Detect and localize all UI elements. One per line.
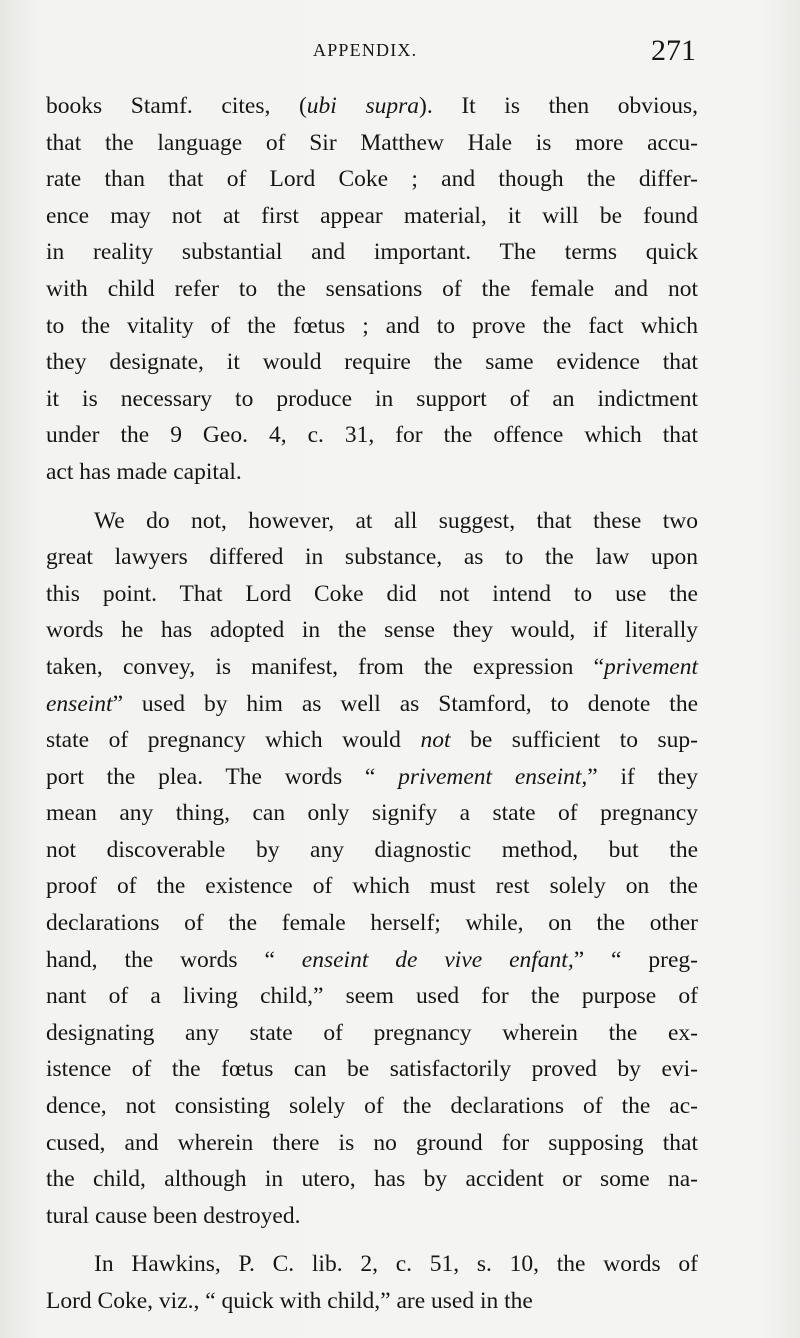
italic-text: enseint de vive enfant, [301,946,574,973]
text-line [46,686,698,723]
text-segment: istence of the fœtus can be satisfactorily proved by evi- [46,1056,698,1083]
text-line [46,503,698,540]
text-segment: state of pregnancy which would [46,727,421,754]
text-line [46,759,698,796]
page-number: 271 [651,34,696,67]
text-segment: ” used by him as well as Stamford, to denote the [112,690,698,717]
text-segment: it is necessary to produce in support of an indictment [46,385,698,412]
italic-text: not [420,727,451,754]
body-text [46,88,698,1320]
text-segment: in reality substantial and important. The terms quick [46,239,698,266]
text-line [46,1088,698,1125]
paragraph-gap [46,1234,698,1246]
text-segment: tural cause been destroyed. [46,1202,301,1229]
text-segment: In Hawkins, P. C. lib. 2, c. 51, s. 10, the words of [94,1251,698,1278]
text-line [46,454,698,491]
text-segment: be sufficient to sup- [450,727,698,754]
text-segment: dence, not consisting solely of the declarations of the ac- [46,1093,698,1120]
text-segment: designating any state of pregnancy wherein the ex- [46,1019,698,1046]
text-line [46,576,698,613]
paragraph [46,503,698,1235]
text-line [46,344,698,381]
text-segment: nant of a living child,” seem used for the purpose of [46,983,698,1010]
text-line [46,1161,698,1198]
text-line [46,1283,698,1320]
text-segment: that the language of Sir Matthew Hale is more accu- [46,129,698,156]
text-line [46,978,698,1015]
text-line [46,795,698,832]
text-segment: they designate, it would require the same evidence that [46,349,698,376]
text-line [46,198,698,235]
text-line [46,539,698,576]
text-segment: this point. That Lord Coke did not intend to use the [46,580,698,607]
text-segment: hand, the words “ [46,946,302,973]
text-segment: We do not, however, at all suggest, that these two [94,507,698,534]
text-segment: books Stamf. cites, ( [46,93,307,119]
paragraph [46,88,698,491]
text-segment: proof of the existence of which must rest solely on the [46,873,698,900]
text-line [46,234,698,271]
text-segment: declarations of the female herself; while, on the other [46,910,698,937]
text-line [46,1125,698,1162]
text-line [46,271,698,308]
text-line [46,88,698,125]
text-segment: the child, although in utero, has by accident or some na- [46,1166,698,1193]
text-segment: not discoverable by any diagnostic method, but the [46,836,698,863]
text-segment: ). It is then obvious, [419,93,698,119]
text-line [46,308,698,345]
page-header [46,34,698,74]
text-segment: words he has adopted in the sense they would, if literally [46,617,698,644]
italic-text: enseint [46,690,113,717]
text-line [46,1015,698,1052]
text-line [46,125,698,162]
text-line [46,832,698,869]
text-segment: ence may not at first appear material, it will be found [46,202,698,229]
text-line [46,1198,698,1235]
text-segment: Lord Coke, viz., “ quick with child,” are used in the [46,1288,533,1314]
text-line [46,417,698,454]
text-segment: taken, convey, is manifest, from the expression “ [46,653,605,680]
text-segment: ” “ preg- [573,946,698,973]
text-segment: act has made capital. [46,458,242,485]
text-segment: port the plea. The words “ [46,763,399,790]
text-line [46,1246,698,1283]
text-line [46,649,698,686]
text-segment: with child refer to the sensations of the female and not [46,275,698,302]
text-line [46,1051,698,1088]
text-segment: mean any thing, can only signify a state of pregnancy [46,800,698,827]
text-segment: ” if they [587,763,699,790]
text-segment: cused, and wherein there is no ground for supposing that [46,1129,698,1156]
italic-text: privement enseint, [398,763,588,790]
text-segment: rate than that of Lord Coke ; and though the differ- [46,166,698,193]
text-line [46,381,698,418]
text-segment: under the 9 Geo. 4, c. 31, for the offence which that [46,422,698,449]
running-head: APPENDIX. [313,40,418,60]
text-line [46,722,698,759]
text-line [46,612,698,649]
text-line [46,868,698,905]
text-line [46,905,698,942]
text-segment: to the vitality of the fœtus ; and to prove the fact which [46,312,698,339]
italic-text: privement [604,653,698,680]
italic-text: ubi supra [306,93,419,119]
paragraph-gap [46,491,698,503]
paragraph [46,1246,698,1319]
text-line [46,161,698,198]
text-line [46,942,698,979]
text-segment: great lawyers differed in substance, as to the law upon [46,544,698,571]
